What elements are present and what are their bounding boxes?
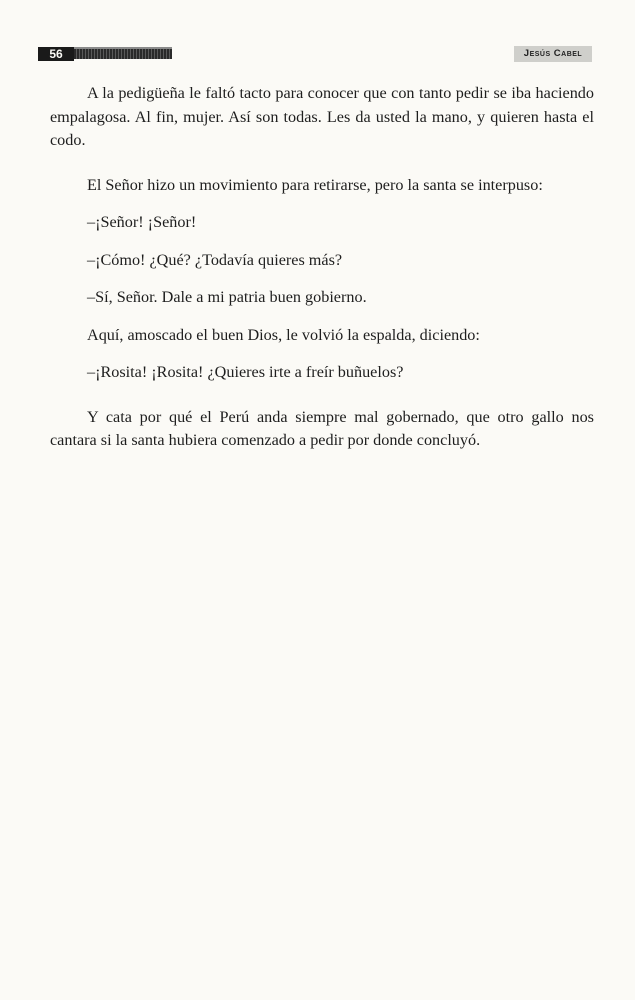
running-header — [0, 0, 635, 70]
header-rule — [74, 49, 172, 59]
paragraph-closing: Y cata por qué el Perú anda siempre mal gobernado, que otro gallo nos cantara si la santa hubiera comenzado a pedir por donde concluyó. — [50, 407, 594, 449]
page-number: 56 — [38, 47, 74, 61]
blank-page-area — [0, 470, 635, 1000]
paragraph-1: A la pedigüeña le faltó tacto para conocer que con tanto pedir se iba haciendo empalagosa. Al fin, mujer. Así son todas. Les da usted la mano, y quieren hasta el codo. — [50, 84, 594, 149]
page-body — [50, 82, 594, 453]
dialogue-line-4: –¡Rosita! ¡Rosita! ¿Quieres irte a freír buñuelos? — [87, 363, 404, 381]
paragraph-narration: Aquí, amoscado el buen Dios, le volvió la espalda, diciendo: — [87, 325, 480, 344]
dialogue-line-1: –¡Señor! ¡Señor! — [87, 213, 197, 231]
dialogue-line-2: –¡Cómo! ¿Qué? ¿Todavía quieres más? — [87, 250, 343, 269]
running-author: Jesús Cabel — [523, 48, 583, 59]
dialogue-line-3: –Sí, Señor. Dale a mi patria buen gobierno. — [87, 288, 367, 306]
paragraph-2: El Señor hizo un movimiento para retirarse, pero la santa se interpuso: — [87, 175, 543, 194]
